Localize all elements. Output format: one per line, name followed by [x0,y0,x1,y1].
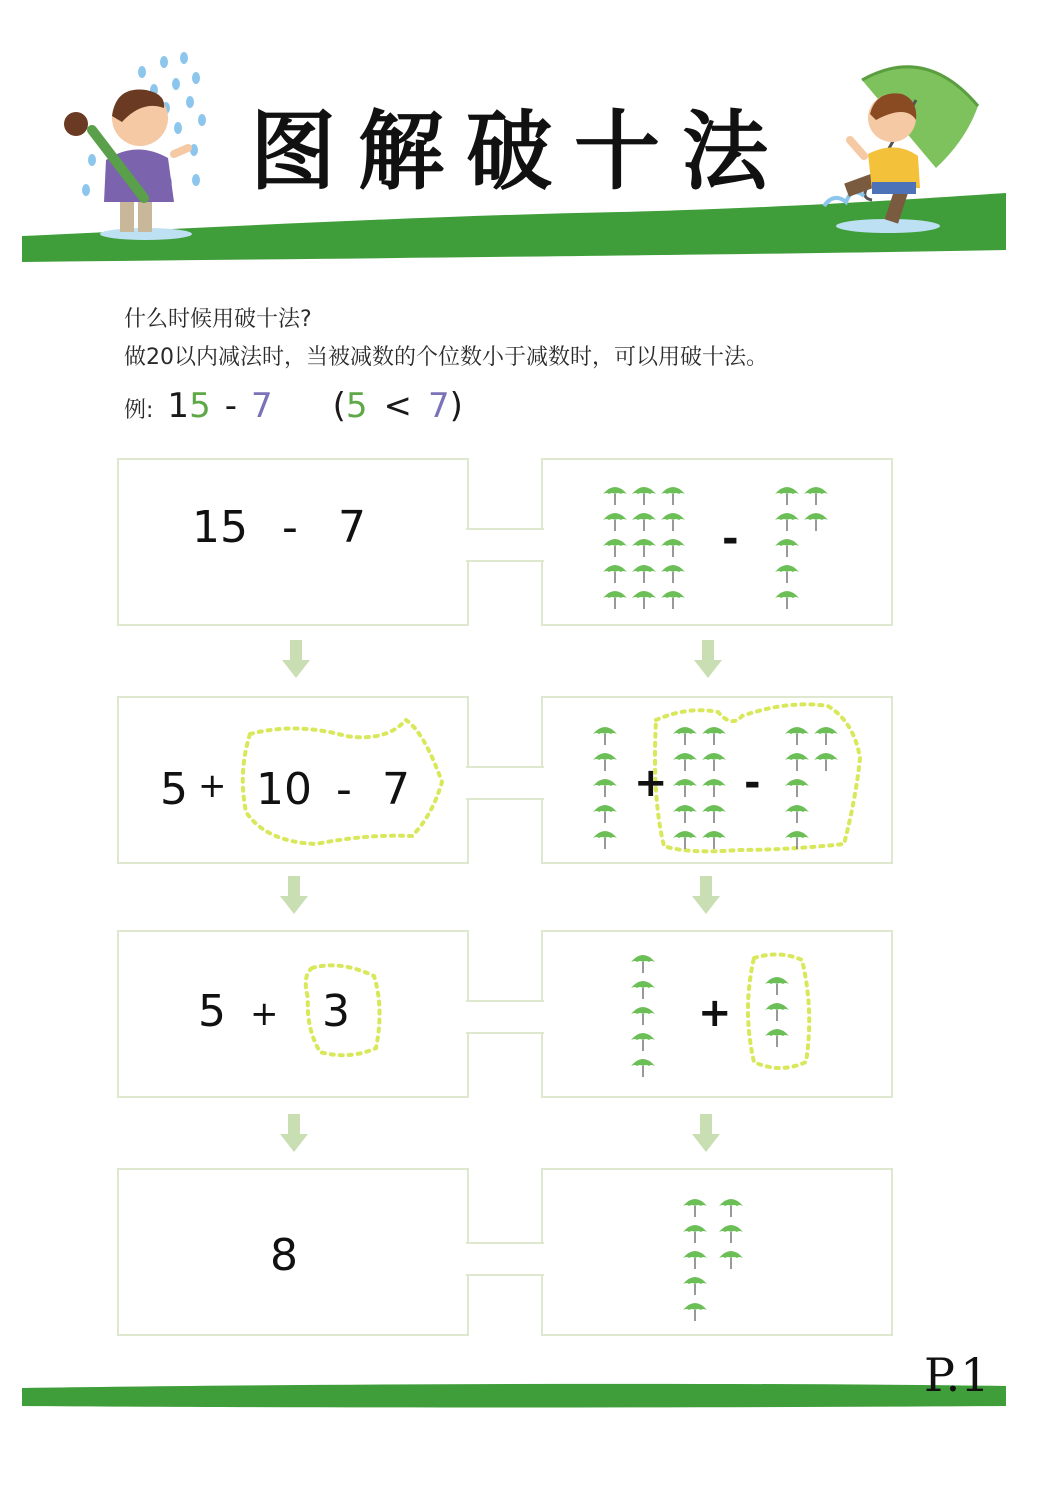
step-3-operator: + [250,994,279,1034]
down-arrow-icon [692,876,720,916]
step-4-connector [466,1242,544,1276]
umbrella-icon [672,748,698,772]
umbrella-icon [630,976,656,1000]
umbrella-icon [803,508,829,532]
umbrella-icon [718,1246,744,1270]
example-minuend-ones: 5 [189,386,211,426]
step-1-connector [466,528,544,562]
example-compare-op: < [383,386,413,426]
umbrella-icon [630,1028,656,1052]
umbrella-icon [672,774,698,798]
intro-question: 什么时候用破十法? [124,307,312,332]
example-compare-open: ( [332,386,346,426]
umbrella-icon [602,534,628,558]
umbrella-icon [631,586,657,610]
down-arrow-icon [282,640,310,680]
umbrella-icon [718,1220,744,1244]
umbrella-icon [813,722,839,746]
example-minuend-tens: 1 [167,386,190,426]
umbrella-icon [602,482,628,506]
umbrella-icon [672,800,698,824]
umbrella-icon [701,774,727,798]
umbrella-icon [682,1194,708,1218]
down-arrow-icon [280,1114,308,1154]
umbrella-icon [764,1024,790,1048]
umbrella-icon [660,586,686,610]
example-compare-right: 7 [428,386,450,426]
umbrella-icon [764,972,790,996]
umbrella-icon [631,560,657,584]
example-subtrahend: 7 [250,386,273,426]
step-3-connector [466,1000,544,1034]
step-2-picture-operator-1: + [634,760,668,806]
umbrella-icon [602,560,628,584]
step-3-expression-box [117,930,469,1098]
umbrella-icon [630,1054,656,1078]
umbrella-icon [592,800,618,824]
umbrella-icon [701,800,727,824]
step-1-number-b: 7 [338,502,366,553]
step-3-number-b: 3 [322,986,350,1037]
umbrella-icon [774,560,800,584]
umbrella-icon [682,1246,708,1270]
umbrella-icon [630,950,656,974]
umbrella-icon [660,482,686,506]
umbrella-icon [701,826,727,850]
umbrella-icon [592,722,618,746]
step-2-connector [466,766,544,800]
down-arrow-icon [694,640,722,680]
umbrella-icon [784,748,810,772]
step-2-operator-1: + [198,766,227,806]
umbrella-icon [774,586,800,610]
step-4-picture-box [541,1168,893,1336]
step-2-number-c: 7 [382,764,410,815]
step-2-operator-2: - [336,764,352,815]
umbrella-icon [602,586,628,610]
page-number: P.1 [924,1348,990,1402]
umbrella-icon [682,1298,708,1322]
umbrella-icon [718,1194,744,1218]
umbrella-icon [631,534,657,558]
umbrella-icon [631,508,657,532]
example-compare-close: ) [449,386,463,426]
step-1-number-a: 15 [192,502,248,553]
umbrella-icon [774,508,800,532]
down-arrow-icon [280,876,308,916]
umbrella-icon [660,560,686,584]
umbrella-icon [803,482,829,506]
umbrella-icon [813,748,839,772]
step-2-number-b: 10 [256,764,312,815]
umbrella-icon [784,722,810,746]
umbrella-icon [672,722,698,746]
umbrella-icon [672,826,698,850]
example-compare-left: 5 [345,386,368,426]
example-minus: - [224,386,237,426]
step-1-picture-box [541,458,893,626]
umbrella-icon [592,826,618,850]
step-2-number-a: 5 [160,764,188,815]
umbrella-icon [701,722,727,746]
step-1-operator: - [282,502,298,553]
down-arrow-icon [692,1114,720,1154]
umbrella-icon [764,998,790,1022]
umbrella-icon [660,508,686,532]
step-2-picture-operator-2: - [744,760,761,806]
example-line [124,386,463,430]
umbrella-icon [784,800,810,824]
umbrella-icon [682,1272,708,1296]
umbrella-icon [774,482,800,506]
example-label: 例: [124,398,154,423]
umbrella-icon [592,748,618,772]
bottom-grass-hill [0,1380,1040,1420]
umbrella-icon [602,508,628,532]
umbrella-icon [784,826,810,850]
step-3-picture-operator: + [698,990,732,1036]
umbrella-icon [630,1002,656,1026]
intro-answer: 做20以内减法时，当被减数的个位数小于减数时，可以用破十法。 [124,345,768,370]
step-1-picture-operator: - [722,516,739,562]
umbrella-icon [701,748,727,772]
umbrella-icon [660,534,686,558]
umbrella-icon [774,534,800,558]
step-4-result: 8 [270,1230,298,1281]
umbrella-icon [592,774,618,798]
umbrella-icon [682,1220,708,1244]
step-3-number-a: 5 [198,986,226,1037]
page-title: 图解破十法 [250,102,790,202]
umbrella-icon [784,774,810,798]
umbrella-icon [631,482,657,506]
